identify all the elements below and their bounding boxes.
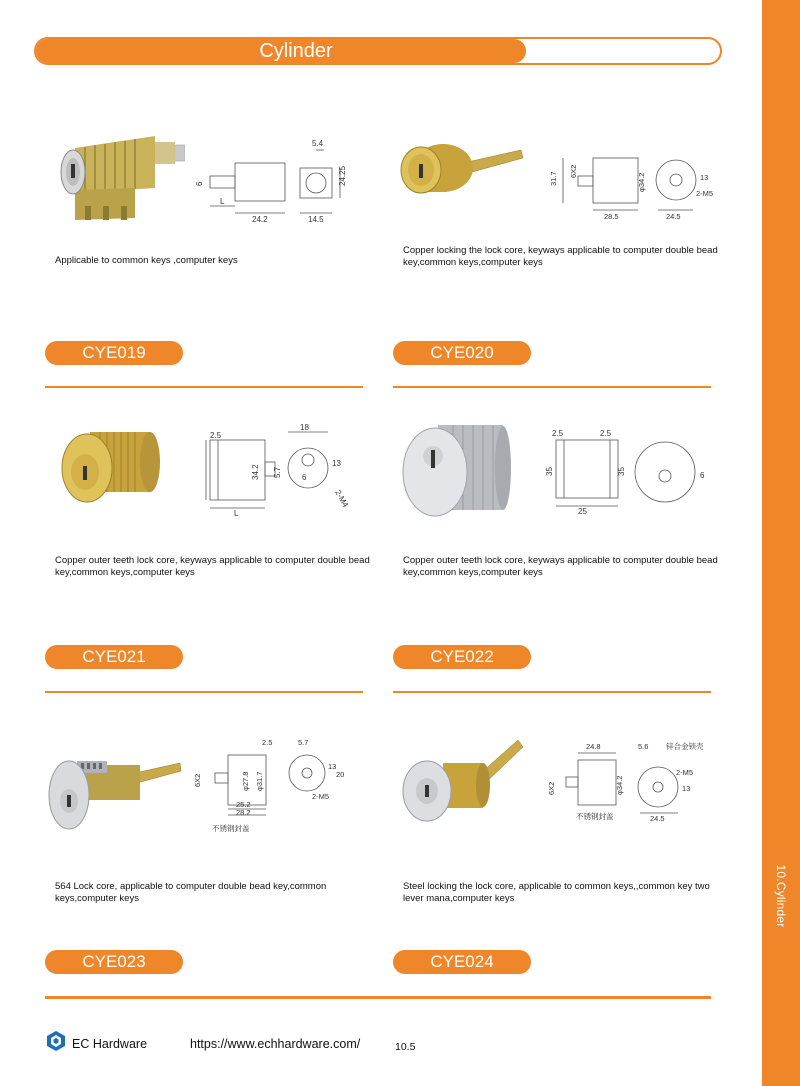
brass-grooved-cylinder-photo [45, 128, 185, 258]
svg-text:φ34.2: φ34.2 [637, 172, 646, 192]
svg-text:35: 35 [617, 467, 626, 476]
svg-text:φ34.2: φ34.2 [615, 775, 624, 795]
cye022-technical-drawing [538, 420, 738, 520]
product-code-cye019: CYE019 [45, 341, 183, 365]
svg-text:13: 13 [328, 762, 337, 771]
svg-text:2-M5: 2-M5 [676, 768, 694, 777]
cye020-technical-drawing [538, 128, 738, 228]
divider [393, 691, 711, 693]
brass-threaded-cylinder-photo [45, 420, 185, 550]
product-description: Copper outer teeth lock core, keyways applicable to computer double bead key,common keys,computer keys [403, 555, 718, 578]
cye024-technical-drawing [538, 735, 738, 835]
svg-text:2.5: 2.5 [600, 429, 612, 438]
product-description: Applicable to common keys ,computer keys [55, 255, 238, 266]
product-card-cye023 [45, 735, 405, 1035]
svg-text:锌合金锁壳: 锌合金锁壳 [666, 742, 704, 751]
svg-text:20: 20 [336, 770, 345, 779]
svg-text:14.5: 14.5 [308, 215, 324, 224]
product-code-cye020: CYE020 [393, 341, 531, 365]
svg-text:24.5: 24.5 [650, 814, 665, 823]
divider [45, 386, 363, 388]
svg-text:不锈钢封盖: 不锈钢封盖 [212, 824, 250, 833]
product-description: Copper locking the lock core, keyways applicable to computer double bead key,common keys,computer keys [403, 245, 718, 268]
chrome-brass-cylinder-with-tailpiece-photo [393, 735, 533, 865]
svg-text:φ31.7: φ31.7 [255, 771, 264, 791]
product-code-cye023: CYE023 [45, 950, 183, 974]
svg-text:24.25: 24.25 [338, 165, 347, 186]
cye021-technical-drawing [190, 420, 390, 520]
svg-text:35: 35 [545, 467, 554, 476]
svg-text:28.2: 28.2 [236, 808, 251, 817]
svg-text:φ27.8: φ27.8 [241, 771, 250, 791]
svg-text:2-M4: 2-M4 [333, 488, 351, 509]
product-card-cye021 [45, 420, 405, 720]
svg-text:L: L [234, 509, 239, 518]
svg-text:34.2: 34.2 [251, 464, 260, 480]
cye019-technical-drawing [190, 128, 390, 228]
svg-text:5.7: 5.7 [298, 738, 309, 747]
brand-name: EC Hardware [72, 1037, 148, 1051]
svg-text:18: 18 [300, 423, 309, 432]
svg-text:13: 13 [332, 459, 341, 468]
svg-text:13: 13 [682, 784, 691, 793]
page-number: 10.5 [395, 1041, 416, 1053]
svg-text:6: 6 [700, 471, 705, 480]
svg-text:25.2: 25.2 [236, 800, 251, 809]
svg-text:31.7: 31.7 [549, 171, 558, 186]
divider [45, 691, 363, 693]
footer-divider [45, 996, 711, 999]
section-label: 10.Cylinder [774, 864, 788, 928]
svg-text:不锈钢封盖: 不锈钢封盖 [576, 812, 614, 821]
svg-text:5.7: 5.7 [273, 466, 282, 478]
svg-text:28.5: 28.5 [604, 212, 619, 221]
svg-text:24.5: 24.5 [666, 212, 681, 221]
satin-threaded-cylinder-photo [393, 420, 533, 550]
page-title: Cylinder [259, 40, 333, 62]
svg-text:13: 13 [700, 173, 709, 182]
product-code-cye022: CYE022 [393, 645, 531, 669]
product-card-cye019 [45, 128, 405, 428]
svg-text:2-M5: 2-M5 [312, 792, 330, 801]
product-card-cye022 [393, 420, 753, 720]
product-description: Steel locking the lock core, applicable to common keys,,common key two lever mana,computer keys [403, 881, 710, 904]
svg-text:6X2: 6X2 [547, 781, 556, 795]
website-url[interactable]: https://www.echhardware.com/ [190, 1037, 361, 1051]
svg-text:2-M5: 2-M5 [696, 189, 714, 198]
product-code-cye024: CYE024 [393, 950, 531, 974]
svg-text:2.5: 2.5 [552, 429, 564, 438]
page-title-banner [34, 37, 722, 65]
brass-round-cylinder-with-tailpiece-photo [393, 128, 533, 258]
svg-text:24.2: 24.2 [252, 215, 268, 224]
product-card-cye024 [393, 735, 753, 1035]
svg-text:L: L [220, 197, 225, 206]
svg-text:2.5: 2.5 [210, 431, 222, 440]
svg-text:24.8: 24.8 [586, 742, 601, 751]
cye023-technical-drawing [190, 735, 390, 835]
svg-text:25: 25 [578, 507, 587, 516]
ec-hardware-logo-icon [45, 1030, 67, 1052]
product-description: Copper outer teeth lock core, keyways applicable to computer double bead key,common keys,computer keys [55, 555, 370, 578]
svg-text:6: 6 [195, 181, 204, 186]
svg-text:6X2: 6X2 [569, 164, 578, 178]
svg-text:5.6: 5.6 [638, 742, 649, 751]
product-code-cye021: CYE021 [45, 645, 183, 669]
svg-text:5.4: 5.4 [312, 139, 324, 148]
svg-text:6: 6 [302, 473, 307, 482]
svg-text:6X2: 6X2 [193, 773, 202, 787]
svg-text:2.5: 2.5 [262, 738, 273, 747]
product-description: 564 Lock core, applicable to computer double bead key,common keys,computer keys [55, 881, 327, 904]
chrome-rim-cylinder-photo [45, 735, 185, 865]
product-card-cye020 [393, 128, 753, 428]
divider [393, 386, 711, 388]
